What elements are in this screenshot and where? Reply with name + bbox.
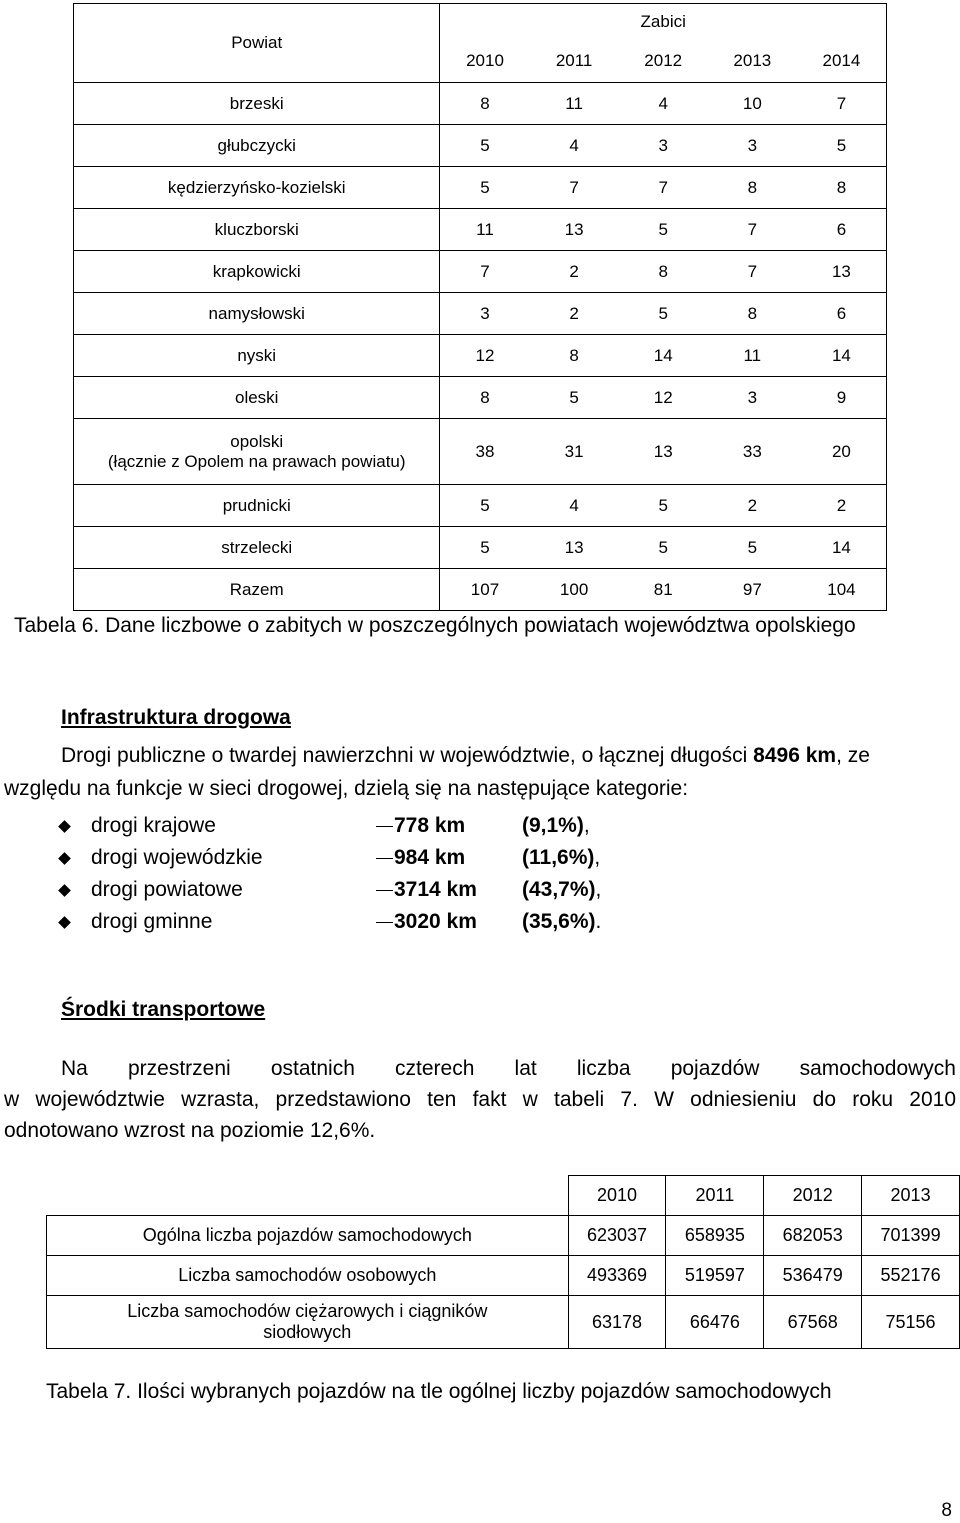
cell-value: 8: [619, 251, 708, 293]
table-row: [74, 167, 887, 209]
county-name: nyski: [74, 335, 440, 377]
road-category-share: (11,6%),: [522, 846, 601, 869]
cell-value: 7: [440, 251, 530, 293]
header-year: 2012: [764, 1176, 862, 1216]
cell-value: 5: [797, 125, 887, 167]
cell-value: 4: [530, 125, 619, 167]
header-year: 2014: [797, 39, 887, 83]
list-item: [60, 874, 760, 906]
cell-value: 63178: [568, 1296, 666, 1349]
cell-value: 8: [440, 377, 530, 419]
empty-cell: [47, 1176, 569, 1216]
cell-value: 13: [530, 209, 619, 251]
county-name: prudnicki: [74, 485, 440, 527]
bullet-icon: [58, 820, 71, 833]
row-label: Liczba samochodów osobowych: [47, 1256, 569, 1296]
table-killed-by-county: [73, 3, 887, 611]
cell-value: 658935: [666, 1216, 764, 1256]
bullet-icon: [58, 916, 71, 929]
cell-value: 14: [619, 335, 708, 377]
county-name: krapkowicki: [74, 251, 440, 293]
table-row: [74, 251, 887, 293]
table-vehicles: [46, 1175, 960, 1349]
section-heading-infrastructure: Infrastruktura drogowa: [61, 706, 291, 729]
cell-value: 14: [797, 335, 887, 377]
cell-value: 4: [619, 83, 708, 125]
list-item: [60, 906, 760, 938]
cell-value: 81: [619, 569, 708, 611]
cell-value: 3: [708, 125, 797, 167]
cell-value: 5: [619, 527, 708, 569]
road-category-name: drogi krajowe: [91, 814, 216, 837]
table-row: [74, 293, 887, 335]
cell-value: 5: [440, 485, 530, 527]
table-row: [74, 83, 887, 125]
header-year: 2012: [619, 39, 708, 83]
county-name: strzelecki: [74, 527, 440, 569]
road-category-name: drogi gminne: [91, 910, 213, 933]
cell-value: 7: [530, 167, 619, 209]
header-year: 2011: [530, 39, 619, 83]
table-row: [47, 1216, 960, 1256]
cell-value: 536479: [764, 1256, 862, 1296]
row-label: Ogólna liczba pojazdów samochodowych: [47, 1216, 569, 1256]
header-powiat: Powiat: [74, 4, 440, 83]
cell-value: 11: [440, 209, 530, 251]
table-row: [74, 419, 887, 485]
page-number: 8: [941, 1500, 952, 1521]
transport-paragraph-line2: w województwie wzrasta, przedstawiono ten fakt w tabeli 7. W odniesieniu do roku 2010: [4, 1088, 956, 1111]
header-year: 2013: [708, 39, 797, 83]
county-name: Razem: [74, 569, 440, 611]
cell-value: 12: [619, 377, 708, 419]
cell-value: 3: [708, 377, 797, 419]
cell-value: 3: [440, 293, 530, 335]
cell-value: 701399: [862, 1216, 960, 1256]
cell-value: 13: [530, 527, 619, 569]
cell-value: 2: [708, 485, 797, 527]
cell-value: 2: [530, 251, 619, 293]
cell-value: 5: [440, 125, 530, 167]
bullet-icon: [58, 884, 71, 897]
county-name: namysłowski: [74, 293, 440, 335]
cell-value: 38: [440, 419, 530, 485]
cell-value: 5: [619, 485, 708, 527]
cell-value: 8: [708, 167, 797, 209]
table-row: [74, 377, 887, 419]
table-row: [47, 1296, 960, 1349]
header-year: 2010: [440, 39, 530, 83]
cell-value: 2: [797, 485, 887, 527]
cell-value: 682053: [764, 1216, 862, 1256]
road-category-name: drogi wojewódzkie: [91, 846, 263, 869]
cell-value: 5: [530, 377, 619, 419]
table7-caption: Tabela 7. Ilości wybranych pojazdów na tle ogólnej liczby pojazdów samochodowych: [46, 1380, 832, 1403]
infra-total-length: 8496 km: [753, 744, 837, 767]
road-category-length: 984 km: [394, 846, 466, 869]
road-category-length: 778 km: [394, 814, 466, 837]
cell-value: 20: [797, 419, 887, 485]
cell-value: 75156: [862, 1296, 960, 1349]
road-category-share: (9,1%),: [522, 814, 590, 837]
cell-value: 5: [619, 209, 708, 251]
bullet-icon: [58, 852, 71, 865]
table-row: [47, 1256, 960, 1296]
cell-value: 14: [797, 527, 887, 569]
cell-value: 13: [619, 419, 708, 485]
cell-value: 8: [797, 167, 887, 209]
county-name: brzeski: [74, 83, 440, 125]
table-row: [74, 485, 887, 527]
cell-value: 7: [619, 167, 708, 209]
dash-icon: [376, 890, 393, 891]
county-name: głubczycki: [74, 125, 440, 167]
cell-value: 5: [440, 527, 530, 569]
header-zabici: Zabici: [440, 4, 887, 40]
table-row: [74, 335, 887, 377]
header-year: 2011: [666, 1176, 764, 1216]
county-name: kędzierzyńsko-kozielski: [74, 167, 440, 209]
cell-value: 100: [530, 569, 619, 611]
cell-value: 31: [530, 419, 619, 485]
table-row: [74, 209, 887, 251]
cell-value: 5: [708, 527, 797, 569]
list-item: [60, 842, 760, 874]
cell-value: 9: [797, 377, 887, 419]
cell-value: 3: [619, 125, 708, 167]
cell-value: 552176: [862, 1256, 960, 1296]
cell-value: 107: [440, 569, 530, 611]
cell-value: 623037: [568, 1216, 666, 1256]
table-row: [74, 527, 887, 569]
header-year: 2010: [568, 1176, 666, 1216]
road-category-length: 3020 km: [394, 910, 477, 933]
cell-value: 8: [708, 293, 797, 335]
transport-paragraph-line1: Na przestrzeni ostatnich czterech lat liczba pojazdów samochodowych: [61, 1057, 956, 1080]
cell-value: 6: [797, 209, 887, 251]
cell-value: 2: [530, 293, 619, 335]
cell-value: 10: [708, 83, 797, 125]
cell-value: 67568: [764, 1296, 862, 1349]
cell-value: 7: [708, 209, 797, 251]
cell-value: 8: [440, 83, 530, 125]
cell-value: 519597: [666, 1256, 764, 1296]
road-category-share: (43,7%),: [522, 878, 602, 901]
section-heading-transport: Środki transportowe: [61, 998, 266, 1021]
header-year: 2013: [862, 1176, 960, 1216]
cell-value: 4: [530, 485, 619, 527]
table6-caption: Tabela 6. Dane liczbowe o zabitych w poszczególnych powiatach województwa opolskiego: [14, 614, 856, 637]
road-categories-list: [60, 810, 760, 938]
transport-paragraph-line3: odnotowano wzrost na poziomie 12,6%.: [4, 1119, 376, 1142]
cell-value: 97: [708, 569, 797, 611]
row-label: Liczba samochodów ciężarowych i ciągników siodłowych: [47, 1296, 569, 1349]
list-item: [60, 810, 760, 842]
cell-value: 11: [530, 83, 619, 125]
cell-value: 8: [530, 335, 619, 377]
road-category-name: drogi powiatowe: [91, 878, 243, 901]
dash-icon: [376, 922, 393, 923]
cell-value: 12: [440, 335, 530, 377]
infra-text: , ze: [836, 744, 870, 767]
cell-value: 33: [708, 419, 797, 485]
dash-icon: [376, 826, 393, 827]
infra-paragraph-line1: [61, 740, 870, 772]
cell-value: 6: [797, 293, 887, 335]
infra-paragraph-line2: względu na funkcje w sieci drogowej, dzielą się na następujące kategorie:: [4, 777, 689, 800]
cell-value: 104: [797, 569, 887, 611]
cell-value: 7: [797, 83, 887, 125]
cell-value: 5: [440, 167, 530, 209]
county-name: oleski: [74, 377, 440, 419]
table-row: [74, 125, 887, 167]
cell-value: 13: [797, 251, 887, 293]
cell-value: 5: [619, 293, 708, 335]
cell-value: 66476: [666, 1296, 764, 1349]
road-category-share: (35,6%).: [522, 910, 602, 933]
road-category-length: 3714 km: [394, 878, 477, 901]
cell-value: 11: [708, 335, 797, 377]
infra-text: Drogi publiczne o twardej nawierzchni w województwie, o łącznej długości: [61, 744, 754, 767]
cell-value: 7: [708, 251, 797, 293]
dash-icon: [376, 858, 393, 859]
county-name: opolski (łącznie z Opolem na prawach powiatu): [74, 419, 440, 485]
table-row: [74, 569, 887, 611]
cell-value: 493369: [568, 1256, 666, 1296]
county-name: kluczborski: [74, 209, 440, 251]
